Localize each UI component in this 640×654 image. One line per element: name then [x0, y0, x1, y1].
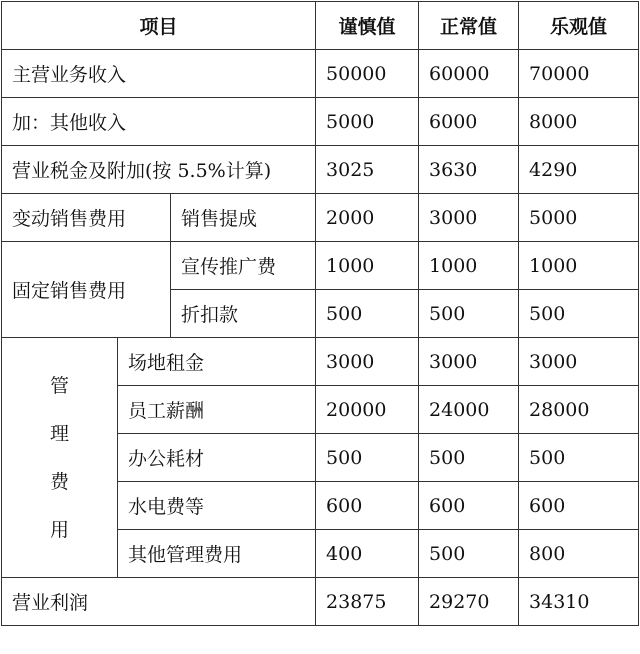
table-row — [2, 338, 639, 386]
group-char: 用 — [49, 518, 69, 541]
value-optimistic: 1000 — [519, 242, 639, 290]
row-label: 加：其他收入 — [2, 98, 316, 146]
value-conservative: 23875 — [316, 578, 419, 626]
value-optimistic: 4290 — [519, 146, 639, 194]
row-label: 其他管理费用 — [118, 530, 316, 578]
row-label: 办公耗材 — [118, 434, 316, 482]
table-row — [2, 146, 639, 194]
value-conservative: 5000 — [316, 98, 419, 146]
value-conservative: 1000 — [316, 242, 419, 290]
value-conservative: 3000 — [316, 338, 419, 386]
value-optimistic: 500 — [519, 434, 639, 482]
value-normal: 60000 — [419, 50, 519, 98]
table-row — [2, 50, 639, 98]
header-normal: 正常值 — [419, 2, 519, 50]
row-label: 折扣款 — [171, 290, 316, 338]
value-normal: 1000 — [419, 242, 519, 290]
value-normal: 500 — [419, 530, 519, 578]
value-normal: 24000 — [419, 386, 519, 434]
value-conservative: 600 — [316, 482, 419, 530]
value-optimistic: 5000 — [519, 194, 639, 242]
row-label: 销售提成 — [171, 194, 316, 242]
group-label: 固定销售费用 — [2, 242, 171, 338]
value-optimistic: 34310 — [519, 578, 639, 626]
group-char: 管 — [49, 374, 69, 397]
group-label: 变动销售费用 — [2, 194, 171, 242]
value-normal: 3000 — [419, 194, 519, 242]
table-row — [2, 242, 639, 290]
table-row — [2, 98, 639, 146]
header-conservative: 谨慎值 — [316, 2, 419, 50]
value-normal: 500 — [419, 290, 519, 338]
row-label: 主营业务收入 — [2, 50, 316, 98]
row-label: 员工薪酬 — [118, 386, 316, 434]
row-label: 营业利润 — [2, 578, 316, 626]
group-char: 理 — [49, 422, 69, 445]
header-item: 项目 — [2, 2, 316, 50]
value-optimistic: 8000 — [519, 98, 639, 146]
value-optimistic: 500 — [519, 290, 639, 338]
row-label: 营业税金及附加(按 5.5%计算) — [2, 146, 316, 194]
value-optimistic: 28000 — [519, 386, 639, 434]
value-optimistic: 600 — [519, 482, 639, 530]
row-label: 宣传推广费 — [171, 242, 316, 290]
value-conservative: 500 — [316, 434, 419, 482]
value-conservative: 20000 — [316, 386, 419, 434]
table-row — [2, 578, 639, 626]
group-char: 费 — [49, 470, 69, 493]
value-normal: 3630 — [419, 146, 519, 194]
value-normal: 29270 — [419, 578, 519, 626]
value-optimistic: 3000 — [519, 338, 639, 386]
value-conservative: 500 — [316, 290, 419, 338]
header-row — [2, 2, 639, 50]
value-normal: 3000 — [419, 338, 519, 386]
value-optimistic: 800 — [519, 530, 639, 578]
value-conservative: 2000 — [316, 194, 419, 242]
row-label: 水电费等 — [118, 482, 316, 530]
value-conservative: 3025 — [316, 146, 419, 194]
group-label-management — [2, 338, 118, 578]
value-optimistic: 70000 — [519, 50, 639, 98]
row-label: 场地租金 — [118, 338, 316, 386]
header-optimistic: 乐观值 — [519, 2, 639, 50]
financial-forecast-table — [1, 1, 639, 626]
value-conservative: 50000 — [316, 50, 419, 98]
value-normal: 600 — [419, 482, 519, 530]
table-row — [2, 194, 639, 242]
value-normal: 500 — [419, 434, 519, 482]
value-normal: 6000 — [419, 98, 519, 146]
value-conservative: 400 — [316, 530, 419, 578]
